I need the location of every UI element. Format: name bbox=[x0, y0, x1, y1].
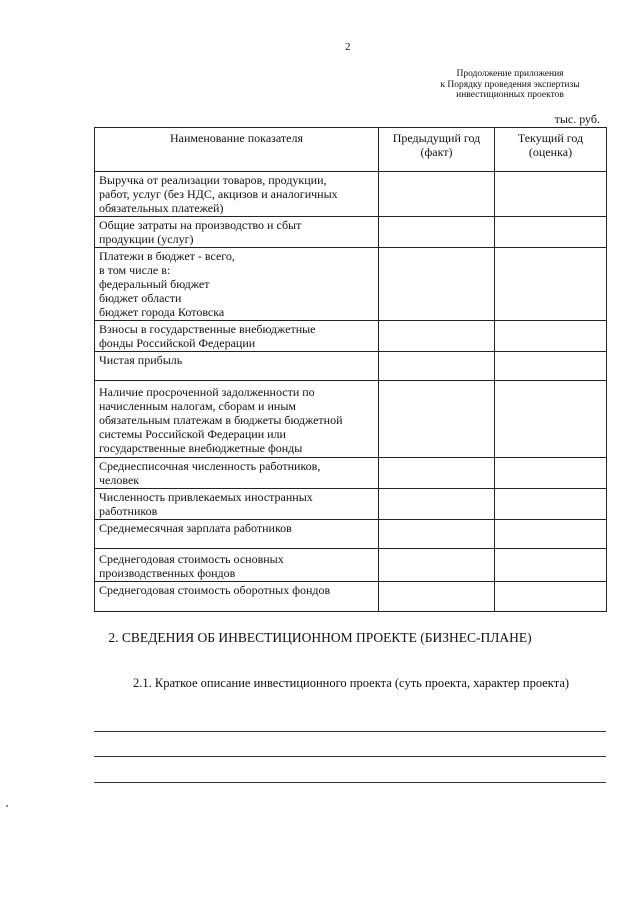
appendix-note-line: Продолжение приложения bbox=[456, 69, 564, 79]
previous-year-cell[interactable] bbox=[379, 582, 495, 612]
appendix-note-line: инвестиционных проектов bbox=[456, 90, 564, 100]
column-header-current-year: Текущий год (оценка) bbox=[495, 128, 607, 172]
table-row bbox=[95, 217, 607, 248]
previous-year-cell[interactable] bbox=[379, 248, 495, 321]
subsection-heading: 2.1. Краткое описание инвестиционного проекта (суть проекта, характер проекта) bbox=[133, 676, 570, 690]
table-row bbox=[95, 321, 607, 352]
row-label: Среднемесячная зарплата работников bbox=[95, 520, 379, 549]
table-row bbox=[95, 381, 607, 458]
table-row bbox=[95, 489, 607, 520]
answer-line[interactable] bbox=[94, 756, 606, 757]
previous-year-cell[interactable] bbox=[379, 520, 495, 549]
previous-year-cell[interactable] bbox=[379, 352, 495, 381]
table-row bbox=[95, 520, 607, 549]
row-label: Среднесписочная численность работников, человек bbox=[95, 458, 379, 489]
current-year-cell[interactable] bbox=[495, 217, 607, 248]
table-row bbox=[95, 549, 607, 582]
current-year-cell[interactable] bbox=[495, 321, 607, 352]
row-label: Платежи в бюджет - всего, в том числе в: федеральный бюджет бюджет области бюджет города Котовска bbox=[95, 248, 379, 321]
margin-mark bbox=[6, 805, 8, 807]
units-label: тыс. руб. bbox=[554, 112, 600, 126]
page-number: 2 bbox=[345, 41, 351, 53]
column-header-indicator: Наименование показателя bbox=[95, 128, 379, 172]
table-row bbox=[95, 458, 607, 489]
previous-year-cell[interactable] bbox=[379, 321, 495, 352]
previous-year-cell[interactable] bbox=[379, 489, 495, 520]
row-label: Выручка от реализации товаров, продукции, работ, услуг (без НДС, акцизов и аналогичных обязательных платежей) bbox=[95, 172, 379, 217]
previous-year-cell[interactable] bbox=[379, 381, 495, 458]
row-label: Чистая прибыль bbox=[95, 352, 379, 381]
current-year-cell[interactable] bbox=[495, 520, 607, 549]
current-year-cell[interactable] bbox=[495, 381, 607, 458]
current-year-cell[interactable] bbox=[495, 549, 607, 582]
row-label: Взносы в государственные внебюджетные фонды Российской Федерации bbox=[95, 321, 379, 352]
current-year-cell[interactable] bbox=[495, 172, 607, 217]
column-header-previous-year: Предыдущий год (факт) bbox=[379, 128, 495, 172]
table-row bbox=[95, 582, 607, 612]
previous-year-cell[interactable] bbox=[379, 458, 495, 489]
table-row bbox=[95, 248, 607, 321]
previous-year-cell[interactable] bbox=[379, 172, 495, 217]
indicators-table bbox=[94, 127, 607, 612]
row-label: Среднегодовая стоимость основных производственных фондов bbox=[95, 549, 379, 582]
appendix-note bbox=[418, 69, 602, 101]
table-row bbox=[95, 352, 607, 381]
current-year-cell[interactable] bbox=[495, 489, 607, 520]
previous-year-cell[interactable] bbox=[379, 217, 495, 248]
row-label: Наличие просроченной задолженности по начисленным налогам, сборам и иным обязательным платежам в бюджеты бюджетной системы Российской Федерации или государственные внебюджетные фонды bbox=[95, 381, 379, 458]
answer-line[interactable] bbox=[94, 782, 606, 783]
row-label: Среднегодовая стоимость оборотных фондов bbox=[95, 582, 379, 612]
row-label: Общие затраты на производство и сбыт продукции (услуг) bbox=[95, 217, 379, 248]
table-row bbox=[95, 172, 607, 217]
current-year-cell[interactable] bbox=[495, 352, 607, 381]
row-label: Численность привлекаемых иностранных работников bbox=[95, 489, 379, 520]
previous-year-cell[interactable] bbox=[379, 549, 495, 582]
current-year-cell[interactable] bbox=[495, 458, 607, 489]
current-year-cell[interactable] bbox=[495, 582, 607, 612]
section-heading: 2. СВЕДЕНИЯ ОБ ИНВЕСТИЦИОННОМ ПРОЕКТЕ (БИЗНЕС-ПЛАНЕ) bbox=[108, 630, 532, 645]
table-header-row bbox=[95, 128, 607, 172]
appendix-note-line: к Порядку проведения экспертизы bbox=[440, 79, 580, 90]
answer-line[interactable] bbox=[94, 731, 606, 732]
current-year-cell[interactable] bbox=[495, 248, 607, 321]
